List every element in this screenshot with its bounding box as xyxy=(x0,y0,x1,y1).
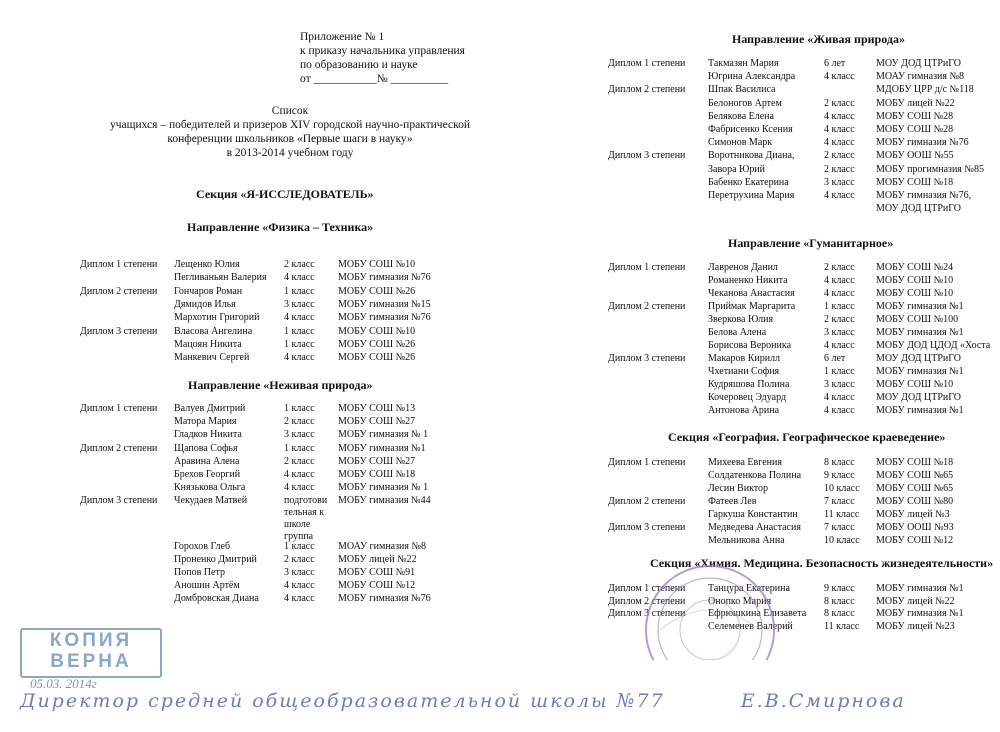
school: МОБУ СОШ №10 xyxy=(876,288,954,299)
grade: 10 класс xyxy=(824,483,860,494)
student-name: Зверкова Юлия xyxy=(708,314,774,325)
student-name: Гончаров Роман xyxy=(174,285,243,297)
grade: 4 класс xyxy=(284,272,315,284)
student-name: Онопко Мария xyxy=(708,595,772,607)
grade: 1 класс xyxy=(284,442,315,454)
student-name: Матора Мария xyxy=(174,416,237,428)
school: МОБУ гимназия №1 xyxy=(876,405,964,416)
school: МОБУ лицей №23 xyxy=(876,620,955,632)
grade: 1 класс xyxy=(824,366,855,377)
diploma-label: Диплом 3 степени xyxy=(80,495,158,507)
student-name: Макаров Кирилл xyxy=(708,353,781,364)
school: МОБУ гимназия №15 xyxy=(338,298,431,310)
grade: 6 лет xyxy=(824,353,846,364)
student-name: Власова Ангелина xyxy=(174,325,253,337)
school: МОБУ СОШ №18 xyxy=(876,176,954,188)
school: МОБУ гимназия №1 xyxy=(338,442,426,454)
grade: 3 класс xyxy=(284,298,315,310)
section-heading-chemistry: Секция «Химия. Медицина. Безопасность жизнедеятельности» xyxy=(650,556,994,570)
school: МОУ ДОД ЦТРиГО xyxy=(876,392,961,403)
grade: 4 класс xyxy=(824,392,855,403)
grade: 3 класс xyxy=(824,379,855,390)
school: МОБУ прогимназия №85 xyxy=(876,163,984,175)
school: МОБУ СОШ №91 xyxy=(338,567,416,578)
grade: 4 класс xyxy=(824,71,855,83)
grade: подготови тельная к школе группа xyxy=(284,495,328,543)
student-name: Михеева Евгения xyxy=(708,457,782,468)
student-name: Антонова Арина xyxy=(708,405,780,416)
diploma-label: Диплом 1 степени xyxy=(80,403,158,414)
grade: 4 класс xyxy=(824,137,855,149)
grade: 4 класс xyxy=(284,482,315,494)
header-line: по образованию и науке xyxy=(300,59,418,71)
school: МОБУ СОШ №28 xyxy=(876,110,954,122)
grade: 4 класс xyxy=(824,288,855,299)
grade: 8 класс xyxy=(824,608,855,619)
student-name: Танцура Екатерина xyxy=(708,583,790,594)
student-name: Дямидов Илья xyxy=(174,298,236,310)
school: МОБУ СОШ №65 xyxy=(876,470,954,481)
school: МОБУ СОШ №10 xyxy=(338,325,416,337)
student-name: Борисова Вероника xyxy=(708,340,792,351)
grade: 4 класс xyxy=(824,124,855,135)
diploma-label: Диплом 3 степени xyxy=(608,608,686,619)
grade: 1 класс xyxy=(284,403,315,414)
grade: 4 класс xyxy=(824,405,855,416)
title-line: Список xyxy=(271,105,309,117)
student-name: Селеменев Валерий xyxy=(708,620,793,632)
school: МОБУ лицей №22 xyxy=(876,595,955,607)
student-name: Гаркуша Константин xyxy=(708,509,798,520)
grade: 4 класс xyxy=(824,275,855,286)
grade: 4 класс xyxy=(824,110,855,122)
diploma-label: Диплом 2 степени xyxy=(80,442,158,454)
section-heading-geography: Секция «География. Географическое краеведение» xyxy=(668,430,946,444)
grade: 10 класс xyxy=(824,535,860,546)
grade: 4 класс xyxy=(284,312,315,324)
header-line: от ___________№ __________ xyxy=(300,73,449,85)
school: МОБУ гимназия №76, xyxy=(876,190,972,201)
school: МОБУ СОШ №28 xyxy=(876,124,954,135)
grade: 3 класс xyxy=(824,327,855,338)
student-name: Шпак Василиса xyxy=(708,84,776,96)
student-name: Завора Юрий xyxy=(708,163,766,175)
school: МОБУ ООШ №93 xyxy=(876,522,954,533)
school: МОБУ гимназия №76 xyxy=(876,137,969,149)
student-name: Фатеев Лев xyxy=(708,496,757,507)
student-name: Пегливаньян Валерия xyxy=(174,272,267,284)
school: МОБУ СОШ №12 xyxy=(338,580,416,592)
school: МОБУ СОШ №27 xyxy=(338,416,416,428)
student-name: Романенко Никита xyxy=(708,275,788,286)
grade: 2 класс xyxy=(824,262,855,273)
grade: 1 класс xyxy=(284,285,315,297)
school: МОБУ СОШ №80 xyxy=(876,496,954,507)
document-title xyxy=(80,104,500,160)
student-name: Мацоян Никита xyxy=(174,338,242,350)
grade: 4 класс xyxy=(284,352,315,364)
student-name: Белякова Елена xyxy=(708,110,774,122)
stamp-date: 05.03. 2014г xyxy=(30,676,97,691)
diploma-label: Диплом 2 степени xyxy=(608,496,686,507)
student-name: Ефрюшкина Елизавета xyxy=(708,608,807,619)
school: МОБУ гимназия №76 xyxy=(338,272,431,284)
grade: 9 класс xyxy=(824,583,855,594)
grade: 1 класс xyxy=(284,540,315,552)
school: МОБУ СОШ №26 xyxy=(338,352,416,364)
school: МОБУ гимназия №1 xyxy=(876,608,964,619)
diploma-label: Диплом 1 степени xyxy=(608,583,686,594)
grade: 4 класс xyxy=(284,469,315,480)
school: МОБУ СОШ №27 xyxy=(338,455,416,467)
grade: 3 класс xyxy=(284,567,315,578)
title-line: конференции школьников «Первые шаги в науку» xyxy=(167,133,413,145)
school: МОБУ гимназия №44 xyxy=(338,495,431,507)
diploma-label: Диплом 2 степени xyxy=(608,301,686,312)
student-name: Воротникова Диана, xyxy=(708,150,795,162)
grade: 2 класс xyxy=(284,259,315,270)
grade: 2 класс xyxy=(284,416,315,428)
round-seal-icon xyxy=(640,560,780,660)
grade: 3 класс xyxy=(824,176,855,188)
school: МОБУ СОШ №65 xyxy=(876,483,954,494)
grade: 7 класс xyxy=(824,522,855,533)
school: МОБУ СОШ №24 xyxy=(876,262,954,273)
student-name: Приймак Маргарита xyxy=(708,301,796,312)
school: МОБУ СОШ №18 xyxy=(338,469,416,480)
signature-name: Е.В.Смирнова xyxy=(740,690,906,712)
school: МОБУ гимназия №76 xyxy=(338,312,431,324)
appendix-header xyxy=(300,30,465,86)
student-name: Щапова Софья xyxy=(174,442,238,454)
school: МОБУ гимназия №1 xyxy=(876,366,964,377)
school: МОБУ гимназия № 1 xyxy=(338,429,429,441)
student-name: Попов Петр xyxy=(174,567,225,578)
diploma-label: Диплом 1 степени xyxy=(608,58,686,69)
grade: 1 класс xyxy=(284,325,315,337)
school: МДОБУ ЦРР д/с №118 xyxy=(876,84,974,96)
school: МОБУ гимназия №1 xyxy=(876,327,964,338)
grade: 2 класс xyxy=(824,97,855,109)
school: МОБУ СОШ №10 xyxy=(876,275,954,286)
grade: 4 класс xyxy=(284,593,315,605)
school: МОБУ гимназия №76 xyxy=(338,593,431,605)
student-name: Солдатенкова Полина xyxy=(708,470,802,481)
school: МОБУ ООШ №55 xyxy=(876,150,954,162)
student-name: Манкевич Сергей xyxy=(174,352,250,364)
school: МОБУ гимназия №1 xyxy=(876,583,964,594)
school: МОБУ СОШ №26 xyxy=(338,285,416,297)
signature-line xyxy=(20,690,970,724)
student-name: Кудряшова Полина xyxy=(708,379,790,390)
school: МОАУ гимназия №8 xyxy=(876,71,965,83)
school: МОБУ лицей №3 xyxy=(876,509,950,520)
student-name: Мельникова Анна xyxy=(708,535,785,546)
student-name: Лещенко Юлия xyxy=(174,259,240,270)
grade: 1 класс xyxy=(284,338,315,350)
student-name: Чеканова Анастасия xyxy=(708,288,795,299)
student-name: Югрина Александра xyxy=(708,71,796,83)
student-name: Бабенко Екатерина xyxy=(708,176,789,188)
student-name: Аношин Артём xyxy=(174,580,240,592)
school: МОУ ДОД ЦТРиГО xyxy=(876,58,961,69)
student-name: Брехов Георгий xyxy=(174,469,241,480)
student-name: Симонов Марк xyxy=(708,137,773,149)
student-name: Лавренов Данил xyxy=(708,262,778,273)
grade: 2 класс xyxy=(824,314,855,325)
student-name: Белова Алена xyxy=(708,327,767,338)
direction-heading-physics: Направление «Физика – Техника» xyxy=(187,220,374,234)
title-line: в 2013-2014 учебном году xyxy=(226,147,354,159)
school: МОБУ лицей №22 xyxy=(876,97,955,109)
school: МОУ ДОД ЦТРиГО xyxy=(876,203,961,215)
grade: 2 класс xyxy=(284,553,315,565)
student-name: Горохов Глеб xyxy=(174,540,231,552)
student-name: Медведева Анастасия xyxy=(708,522,801,533)
student-name: Лесин Виктор xyxy=(708,483,769,494)
school: МОБУ СОШ №10 xyxy=(876,379,954,390)
stamp-line: КОПИЯ xyxy=(49,630,133,651)
grade: 1 класс xyxy=(824,301,855,312)
student-name: Домбровская Диана xyxy=(174,593,259,605)
student-name: Чхетиани София xyxy=(708,366,780,377)
grade: 9 класс xyxy=(824,470,855,481)
school: МОБУ СОШ №18 xyxy=(876,457,954,468)
school: МОБУ СОШ №13 xyxy=(338,403,416,414)
grade: 4 класс xyxy=(824,190,855,201)
student-name: Князькова Ольга xyxy=(174,482,246,494)
grade: 3 класс xyxy=(284,429,315,441)
diploma-label: Диплом 1 степени xyxy=(608,457,686,468)
grade: 2 класс xyxy=(824,150,855,162)
student-name: Валуев Дмитрий xyxy=(174,403,246,414)
student-name: Белоногов Артем xyxy=(708,97,782,109)
grade: 11 класс xyxy=(824,620,860,632)
school: МОБУ СОШ №100 xyxy=(876,314,959,325)
student-name: Перетрухина Мария xyxy=(708,190,795,201)
grade: 2 класс xyxy=(824,163,855,175)
student-name: Кочеровец Эдуард xyxy=(708,392,787,403)
header-line: Приложение № 1 xyxy=(300,31,385,43)
student-name: Аравина Алена xyxy=(174,455,240,467)
header-line: к приказу начальника управления xyxy=(300,45,465,57)
student-name: Мархотин Григорий xyxy=(174,312,260,324)
stamp-line: ВЕРНА xyxy=(50,651,132,672)
diploma-label: Диплом 1 степени xyxy=(80,259,158,270)
school: МОБУ СОШ №26 xyxy=(338,338,416,350)
school: МОБУ ДОД ЦДОД «Хоста xyxy=(876,340,991,351)
grade: 7 класс xyxy=(824,496,855,507)
grade: 8 класс xyxy=(824,595,855,607)
grade: 4 класс xyxy=(284,580,315,592)
student-name: Проненко Дмитрий xyxy=(174,553,257,565)
school: МОБУ СОШ №10 xyxy=(338,259,416,270)
school: МОБУ СОШ №12 xyxy=(876,535,954,546)
diploma-label: Диплом 2 степени xyxy=(608,84,686,96)
grade: 4 класс xyxy=(824,340,855,351)
diploma-label: Диплом 1 степени xyxy=(608,262,686,273)
school: МОБУ гимназия № 1 xyxy=(338,482,429,494)
signature-title: Директор средней общеобразовательной школы №77 xyxy=(20,690,665,712)
direction-heading-living: Направление «Живая природа» xyxy=(732,32,905,46)
copy-certified-stamp xyxy=(20,628,162,678)
section-heading-explorer: Секция «Я-ИССЛЕДОВАТЕЛЬ» xyxy=(196,187,374,201)
school: МОУ ДОД ЦТРиГО xyxy=(876,353,961,364)
diploma-label: Диплом 2 степени xyxy=(608,595,686,607)
diploma-label: Диплом 2 степени xyxy=(80,285,158,297)
school: МОАУ гимназия №8 xyxy=(338,540,427,552)
grade: 8 класс xyxy=(824,457,855,468)
student-name: Такмазян Мария xyxy=(708,58,779,69)
school: МОБУ лицей №22 xyxy=(338,553,417,565)
direction-heading-humanities: Направление «Гуманитарное» xyxy=(728,236,894,250)
grade: 6 лет xyxy=(824,58,846,69)
school: МОБУ гимназия №1 xyxy=(876,301,964,312)
grade: 2 класс xyxy=(284,455,315,467)
diploma-label: Диплом 3 степени xyxy=(80,325,158,337)
student-name: Чекудаев Матвей xyxy=(174,495,248,507)
direction-heading-inanimate: Направление «Неживая природа» xyxy=(188,378,373,392)
student-name: Гладков Никита xyxy=(174,429,242,441)
diploma-label: Диплом 3 степени xyxy=(608,353,686,364)
diploma-label: Диплом 3 степени xyxy=(608,522,686,533)
title-line: учащихся – победителей и призеров XIV городской научно-практической xyxy=(109,119,470,131)
grade: 11 класс xyxy=(824,509,860,520)
diploma-label: Диплом 3 степени xyxy=(608,150,686,162)
student-name: Фабрисенко Ксения xyxy=(708,124,793,135)
